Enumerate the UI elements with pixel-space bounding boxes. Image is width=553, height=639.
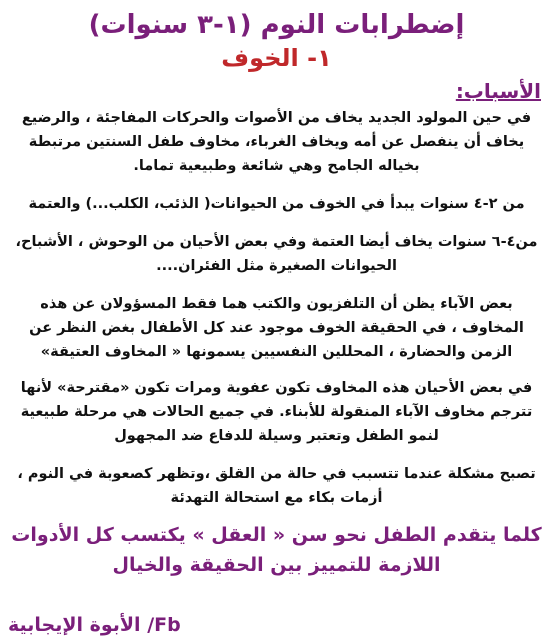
paragraph-age-4-6: من٤-٦ سنوات يخاف أيضا العتمة وفي بعض الأحيان من الوحوش ، الأشباح، الحيوانات الصغيرة مثل الفئران....	[15, 234, 538, 274]
causes-heading: الأسباب:	[455, 79, 541, 103]
paragraph-age-2-4: من ٢-٤ سنوات يبدأ في الخوف من الحيوانات( الذئب، الكلب...) والعتمة	[28, 196, 525, 212]
page-title: إضطرابات النوم (١-٣ سنوات)	[88, 10, 465, 40]
paragraph-parents-belief: بعض الآباء يظن أن التلفزيون والكتب هما فقط المسؤولان عن هذه المخاوف ، في الحقيقة الخوف موجود عند كل الأطفال بغض النظر عن الزمن والحضارة ، المحللين النفسيين يسمونها « المخاوف العتيقة»	[29, 296, 524, 360]
paragraph-problem: تصبح مشكلة عندما تتسبب في حالة من القلق ،وتظهر كصعوبة في النوم ، أزمات بكاء مع استحالة التهدئة	[17, 466, 536, 506]
section-subtitle: ١- الخوف	[221, 44, 332, 72]
paragraph-spontaneous-fears: في بعض الأحيان هذه المخاوف تكون عفوية ومرات تكون «مقترحة» لأنها تترجم مخاوف الآباء المنقولة للأبناء. في جميع الحالات هي مرحلة طبيعية لنمو الطفل وتعتبر وسيلة للدفاع ضد المجهول	[20, 380, 533, 444]
signature: Fb/ الأبوة الإيجابية	[8, 614, 181, 636]
paragraph-newborn-fears: في حين المولود الجديد يخاف من الأصوات والحركات المفاجئة ، والرضيع يخاف أن ينفصل عن أمه ويخاف الغرباء، مخاوف طفل السنتين مرتبطة بخياله الجامح وهي شائعة وطبيعية تماما.	[21, 110, 532, 174]
highlight-quote: كلما يتقدم الطفل نحو سن « العقل » يكتسب كل الأدوات اللازمة للتمييز بين الحقيقة والخيال	[11, 524, 542, 576]
